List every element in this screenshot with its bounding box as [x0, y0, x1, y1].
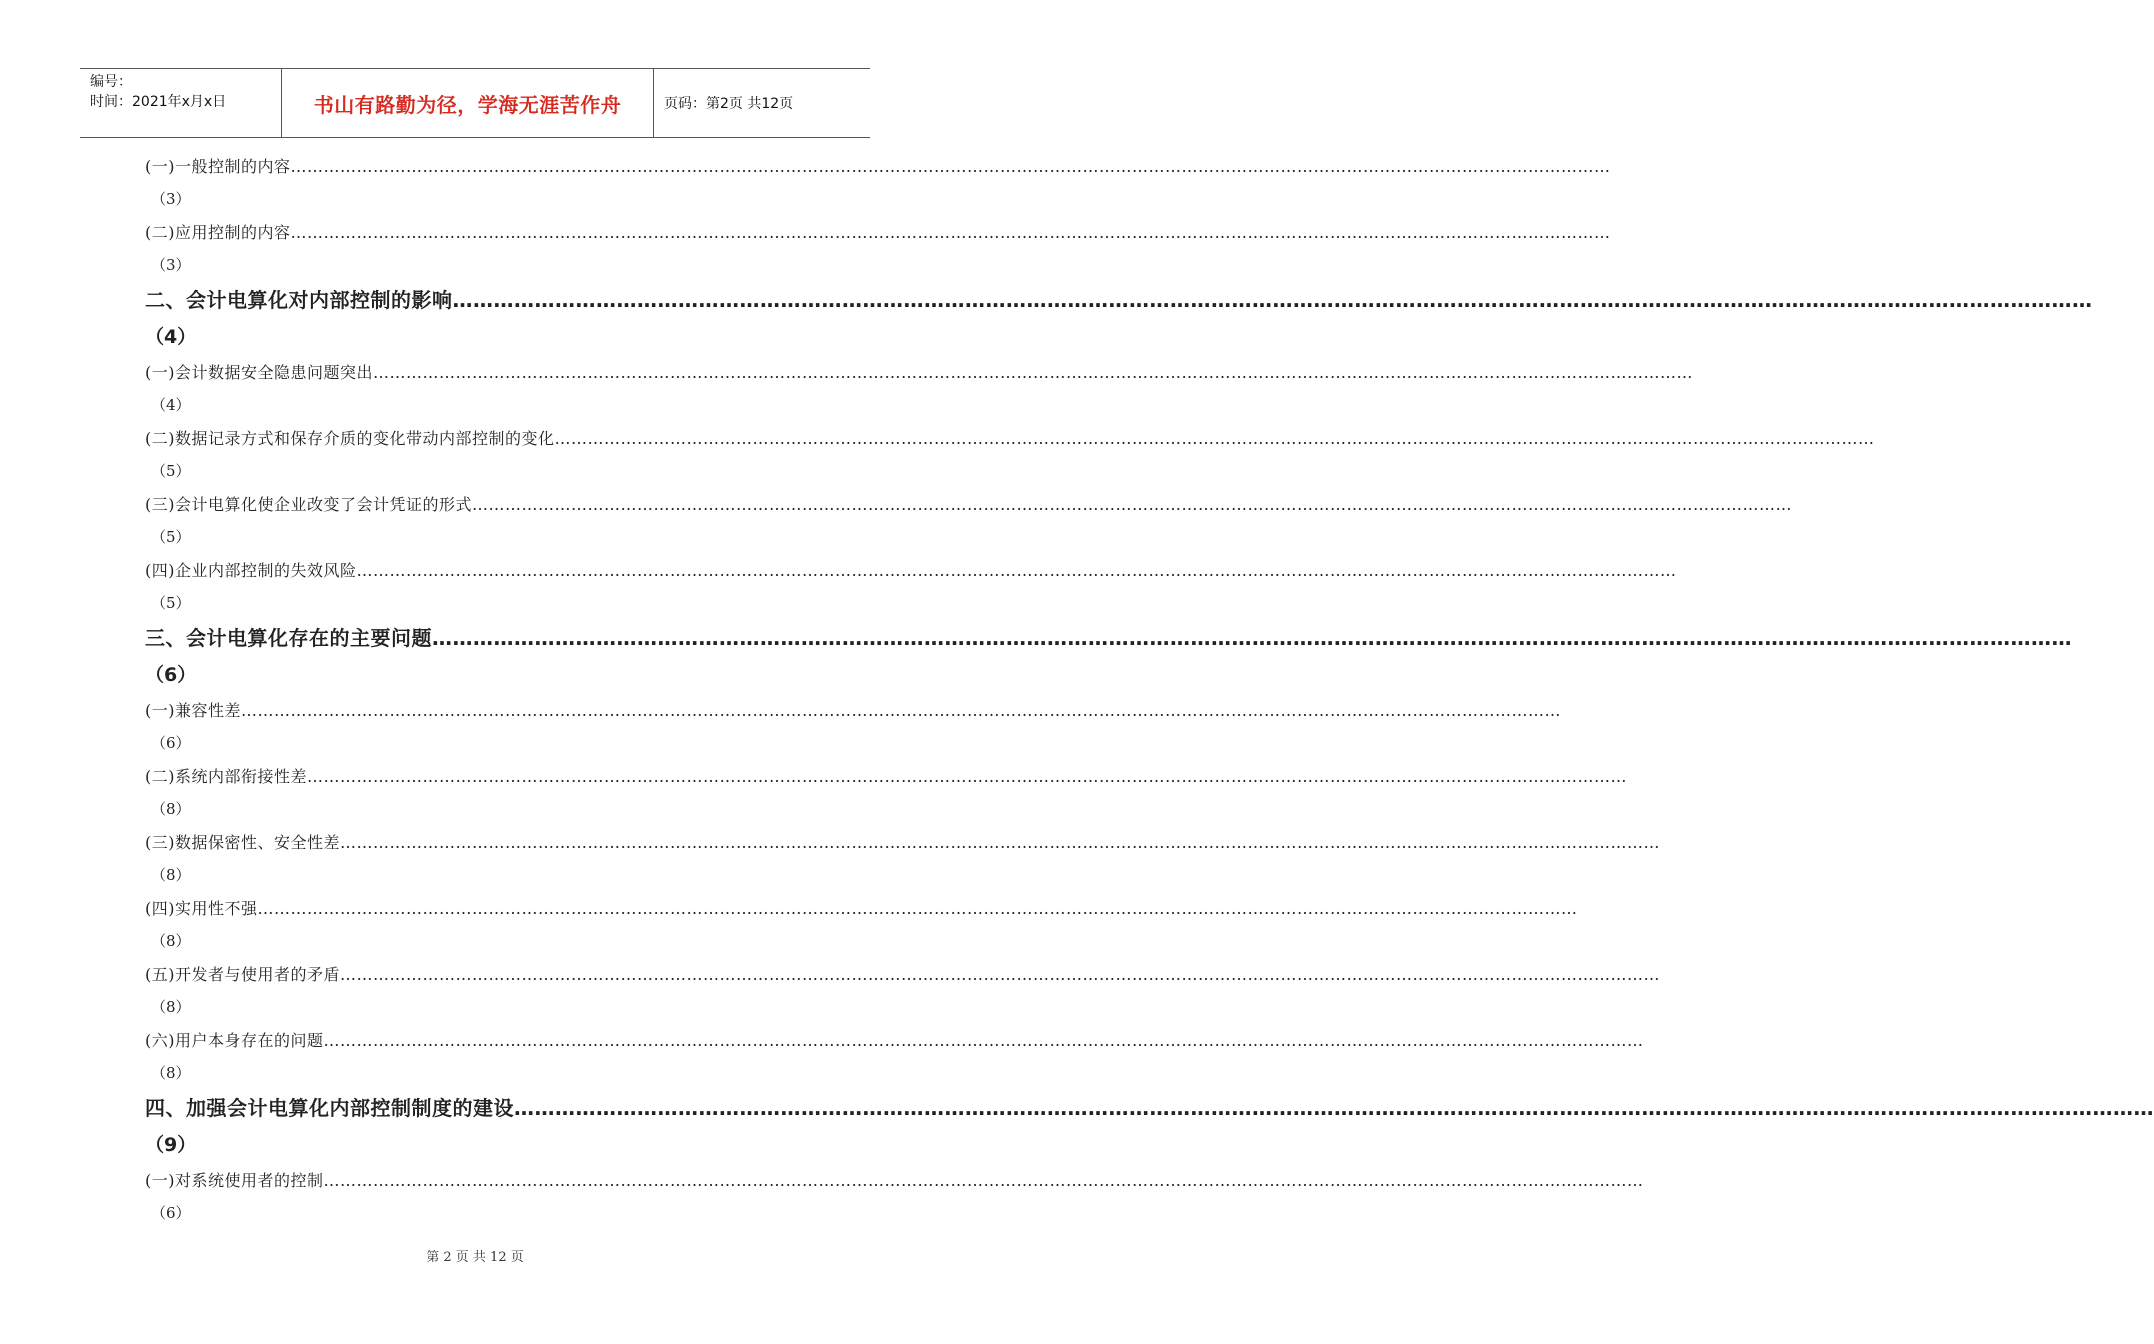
- page-header: [80, 68, 870, 138]
- toc-entry-title: (三)数据保密性、安全性差: [145, 833, 340, 852]
- toc-section[interactable]: [145, 760, 1627, 826]
- toc-entry-page: （5）: [151, 528, 191, 546]
- toc-dot-leader: ……………………………………………………………………………………………………………………………………………………………………………………………………………………: [554, 429, 1875, 448]
- toc-section[interactable]: [145, 694, 1561, 760]
- toc-entry-line: [145, 488, 1792, 521]
- toc-entry-line: [145, 760, 1627, 793]
- toc-entry-title: (一)兼容性差: [145, 701, 241, 720]
- toc-entry-line: [145, 356, 1693, 389]
- toc-entry-title: (二)数据记录方式和保存介质的变化带动内部控制的变化: [145, 429, 555, 448]
- header-page-info: 页码：第2页 共12页: [664, 96, 794, 112]
- toc-entry-line: [145, 620, 2072, 657]
- toc-entry-title: 二、会计电算化对内部控制的影响: [145, 288, 453, 312]
- toc-entry-title: 三、会计电算化存在的主要问题: [145, 626, 432, 650]
- toc-entry-page: （8）: [151, 1064, 191, 1082]
- toc-dot-leader: ……………………………………………………………………………………………………………………………………………………………………………………………………………………: [307, 767, 1627, 786]
- toc-chapter[interactable]: [145, 620, 2072, 694]
- toc-entry-title: (一)对系统使用者的控制: [145, 1171, 324, 1190]
- toc-entry-page: （6）: [151, 1204, 191, 1222]
- header-meta: [80, 69, 282, 137]
- toc-section[interactable]: [145, 1164, 1644, 1230]
- toc-dot-leader: ……………………………………………………………………………………………………………………………………………………………………………………………………………………: [257, 899, 1578, 918]
- toc-entry-page: （8）: [151, 998, 191, 1016]
- toc-section[interactable]: [145, 1024, 1644, 1090]
- toc-entry-page: （3）: [151, 190, 191, 208]
- toc-entry-title: (二)系统内部衔接性差: [145, 767, 307, 786]
- toc-entry-page: （6）: [145, 664, 197, 686]
- toc-dot-leader: ……………………………………………………………………………………………………………………………………………………………………………………………………………………: [356, 561, 1677, 580]
- toc-dot-leader: ……………………………………………………………………………………………………………………………………………………………………………………………………………………: [323, 1171, 1644, 1190]
- toc-entry-line: [145, 422, 1875, 455]
- toc-dot-leader: ……………………………………………………………………………………………………………………………………………………………………………………………………………………: [340, 965, 1660, 984]
- page-footer: 第 2 页 共 12 页: [426, 1250, 524, 1265]
- toc-section[interactable]: [145, 826, 1660, 892]
- toc-entry-page: （4）: [151, 396, 191, 414]
- toc-entry-title: (一)一般控制的内容: [145, 157, 291, 176]
- toc-section[interactable]: [145, 356, 1693, 422]
- toc-entry-page: （5）: [151, 594, 191, 612]
- toc-dot-leader: ……………………………………………………………………………………………………………………………………………………………………………………………………………………: [514, 1096, 2154, 1120]
- toc-entry-title: (四)企业内部控制的失效风险: [145, 561, 357, 580]
- toc-entry-page: （8）: [151, 866, 191, 884]
- header-motto: 书山有路勤为径，学海无涯苦作舟: [282, 69, 654, 137]
- toc-entry-page: （3）: [151, 256, 191, 274]
- toc-entry-line: [145, 694, 1561, 727]
- toc-entry-page: （5）: [151, 462, 191, 480]
- toc-entry-line: [145, 892, 1578, 925]
- toc-dot-leader: ……………………………………………………………………………………………………………………………………………………………………………………………………………………: [290, 157, 1611, 176]
- toc-entry-line: [145, 554, 1677, 587]
- toc-entry-title: (三)会计电算化使企业改变了会计凭证的形式: [145, 495, 472, 514]
- toc-entry-line: [145, 1090, 2154, 1127]
- table-of-contents: [145, 150, 2154, 1230]
- toc-dot-leader: ……………………………………………………………………………………………………………………………………………………………………………………………………………………: [452, 288, 2093, 312]
- toc-entry-page: （8）: [151, 932, 191, 950]
- toc-section[interactable]: [145, 892, 1578, 958]
- toc-section[interactable]: [145, 150, 1611, 216]
- toc-entry-line: [145, 826, 1660, 859]
- toc-entry-page: （6）: [151, 734, 191, 752]
- toc-entry-line: [145, 150, 1611, 183]
- toc-section[interactable]: [145, 216, 1611, 282]
- toc-dot-leader: ……………………………………………………………………………………………………………………………………………………………………………………………………………………: [323, 1031, 1644, 1050]
- toc-entry-title: (六)用户本身存在的问题: [145, 1031, 324, 1050]
- toc-entry-line: [145, 216, 1611, 249]
- document-date: 时间：2021年x月x日: [90, 94, 227, 110]
- toc-entry-page: （8）: [151, 800, 191, 818]
- toc-entry-line: [145, 282, 2093, 319]
- document-number-label: 编号：: [90, 74, 132, 90]
- toc-entry-line: [145, 1024, 1644, 1057]
- toc-chapter[interactable]: [145, 1090, 2154, 1164]
- toc-entry-line: [145, 958, 1660, 991]
- toc-section[interactable]: [145, 554, 1677, 620]
- toc-dot-leader: ……………………………………………………………………………………………………………………………………………………………………………………………………………………: [290, 223, 1611, 242]
- toc-entry-line: [145, 1164, 1644, 1197]
- toc-chapter[interactable]: [145, 282, 2093, 356]
- toc-entry-page: （4）: [145, 326, 197, 348]
- toc-entry-page: （9）: [145, 1134, 197, 1156]
- toc-entry-title: (一)会计数据安全隐患问题突出: [145, 363, 373, 382]
- toc-dot-leader: ……………………………………………………………………………………………………………………………………………………………………………………………………………………: [472, 495, 1792, 514]
- toc-entry-title: (二)应用控制的内容: [145, 223, 291, 242]
- toc-dot-leader: ……………………………………………………………………………………………………………………………………………………………………………………………………………………: [432, 626, 2072, 650]
- toc-entry-title: (四)实用性不强: [145, 899, 258, 918]
- toc-entry-title: 四、加强会计电算化内部控制制度的建设: [145, 1096, 514, 1120]
- toc-dot-leader: ……………………………………………………………………………………………………………………………………………………………………………………………………………………: [373, 363, 1693, 382]
- toc-section[interactable]: [145, 958, 1660, 1024]
- toc-dot-leader: ……………………………………………………………………………………………………………………………………………………………………………………………………………………: [340, 833, 1660, 852]
- toc-section[interactable]: [145, 488, 1792, 554]
- toc-dot-leader: ……………………………………………………………………………………………………………………………………………………………………………………………………………………: [241, 701, 1561, 720]
- toc-entry-title: (五)开发者与使用者的矛盾: [145, 965, 340, 984]
- toc-section[interactable]: [145, 422, 1875, 488]
